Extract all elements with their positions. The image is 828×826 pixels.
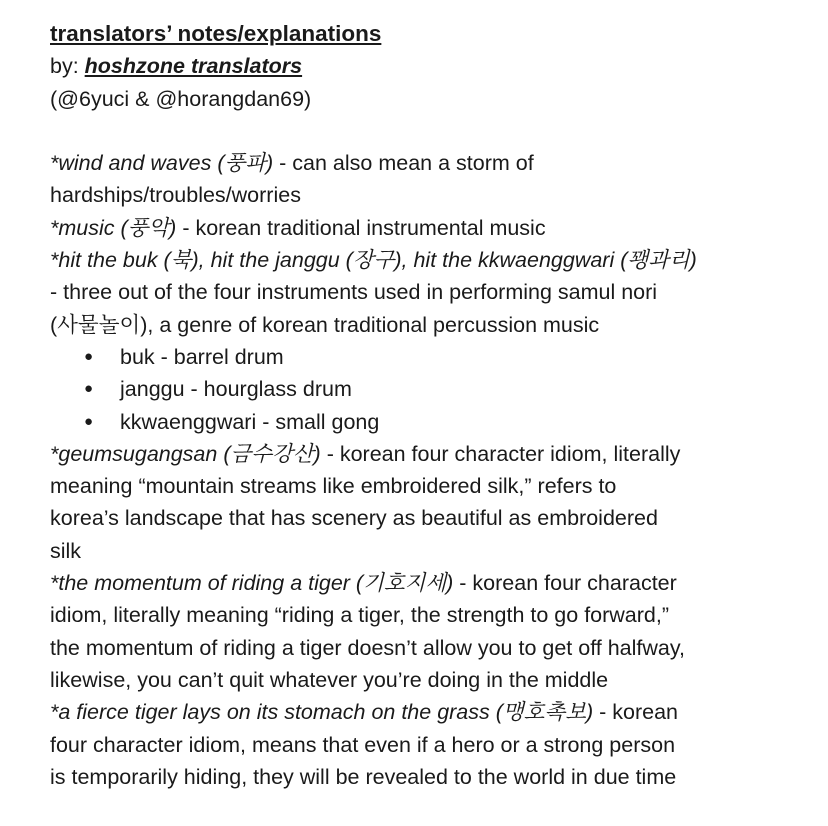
note-line: korea’s landscape that has scenery as beautiful as embroidered bbox=[50, 506, 658, 531]
note-line: idiom, literally meaning “riding a tiger, the strength to go forward,” bbox=[50, 603, 670, 628]
note-line bbox=[50, 567, 820, 599]
note-term: *music (풍악) bbox=[50, 215, 177, 240]
note-text: - korean four character bbox=[453, 571, 677, 596]
note-term: *geumsugangsan (금수강산) bbox=[50, 441, 321, 466]
list-item-text: janggu - hourglass drum bbox=[120, 377, 352, 402]
note-line: the momentum of riding a tiger doesn’t allow you to get off halfway, bbox=[50, 635, 685, 660]
byline bbox=[50, 50, 820, 82]
note-text: - korean four character idiom, literally bbox=[320, 441, 681, 466]
document-page bbox=[50, 18, 820, 793]
note-line bbox=[50, 212, 820, 244]
note-line: - three out of the four instruments used in performing samul nori bbox=[50, 280, 658, 305]
note-line: is temporarily hiding, they will be revealed to the world in due time bbox=[50, 764, 677, 789]
byline-prefix: by: bbox=[50, 54, 85, 79]
bullet-icon: ● bbox=[84, 412, 94, 430]
note-line bbox=[50, 147, 820, 179]
title-line bbox=[50, 18, 820, 50]
note-text: - korean traditional instrumental music bbox=[176, 215, 546, 240]
list-item-text: kkwaenggwari - small gong bbox=[120, 409, 380, 434]
note-text: - korean bbox=[593, 700, 678, 725]
note-term: *the momentum of riding a tiger (기호지세) bbox=[50, 571, 454, 596]
bullet-icon: ● bbox=[84, 347, 94, 365]
note-term: *wind and waves (풍파) bbox=[50, 151, 274, 176]
handles-line bbox=[50, 83, 820, 115]
note-line bbox=[50, 696, 820, 728]
spacer bbox=[50, 115, 820, 147]
list-item bbox=[50, 341, 820, 373]
note-line: hardships/troubles/worries bbox=[50, 183, 301, 208]
document-title: translators’ notes/explanations bbox=[50, 21, 382, 46]
translator-handles: (@6yuci & @horangdan69) bbox=[50, 86, 312, 111]
bullet-icon: ● bbox=[84, 380, 94, 398]
note-line: silk bbox=[50, 538, 82, 563]
note-line: (사물놀이), a genre of korean traditional percussion music bbox=[50, 312, 600, 337]
note-line bbox=[50, 438, 820, 470]
note-line: four character idiom, means that even if a hero or a strong person bbox=[50, 732, 676, 757]
note-line bbox=[50, 244, 820, 276]
list-item-text: buk - barrel drum bbox=[120, 344, 284, 369]
note-term: *hit the buk (북), hit the janggu (장구), hit the kkwaenggwari (꽹과리) bbox=[50, 248, 697, 273]
note-text: - can also mean a storm of bbox=[273, 151, 534, 176]
list-item bbox=[50, 406, 820, 438]
note-line: meaning “mountain streams like embroidered silk,” refers to bbox=[50, 474, 617, 499]
list-item bbox=[50, 373, 820, 405]
note-term: *a fierce tiger lays on its stomach on the grass (맹호촉보) bbox=[50, 700, 594, 725]
note-line: likewise, you can’t quit whatever you’re doing in the middle bbox=[50, 667, 609, 692]
byline-name: hoshzone translators bbox=[84, 54, 303, 79]
